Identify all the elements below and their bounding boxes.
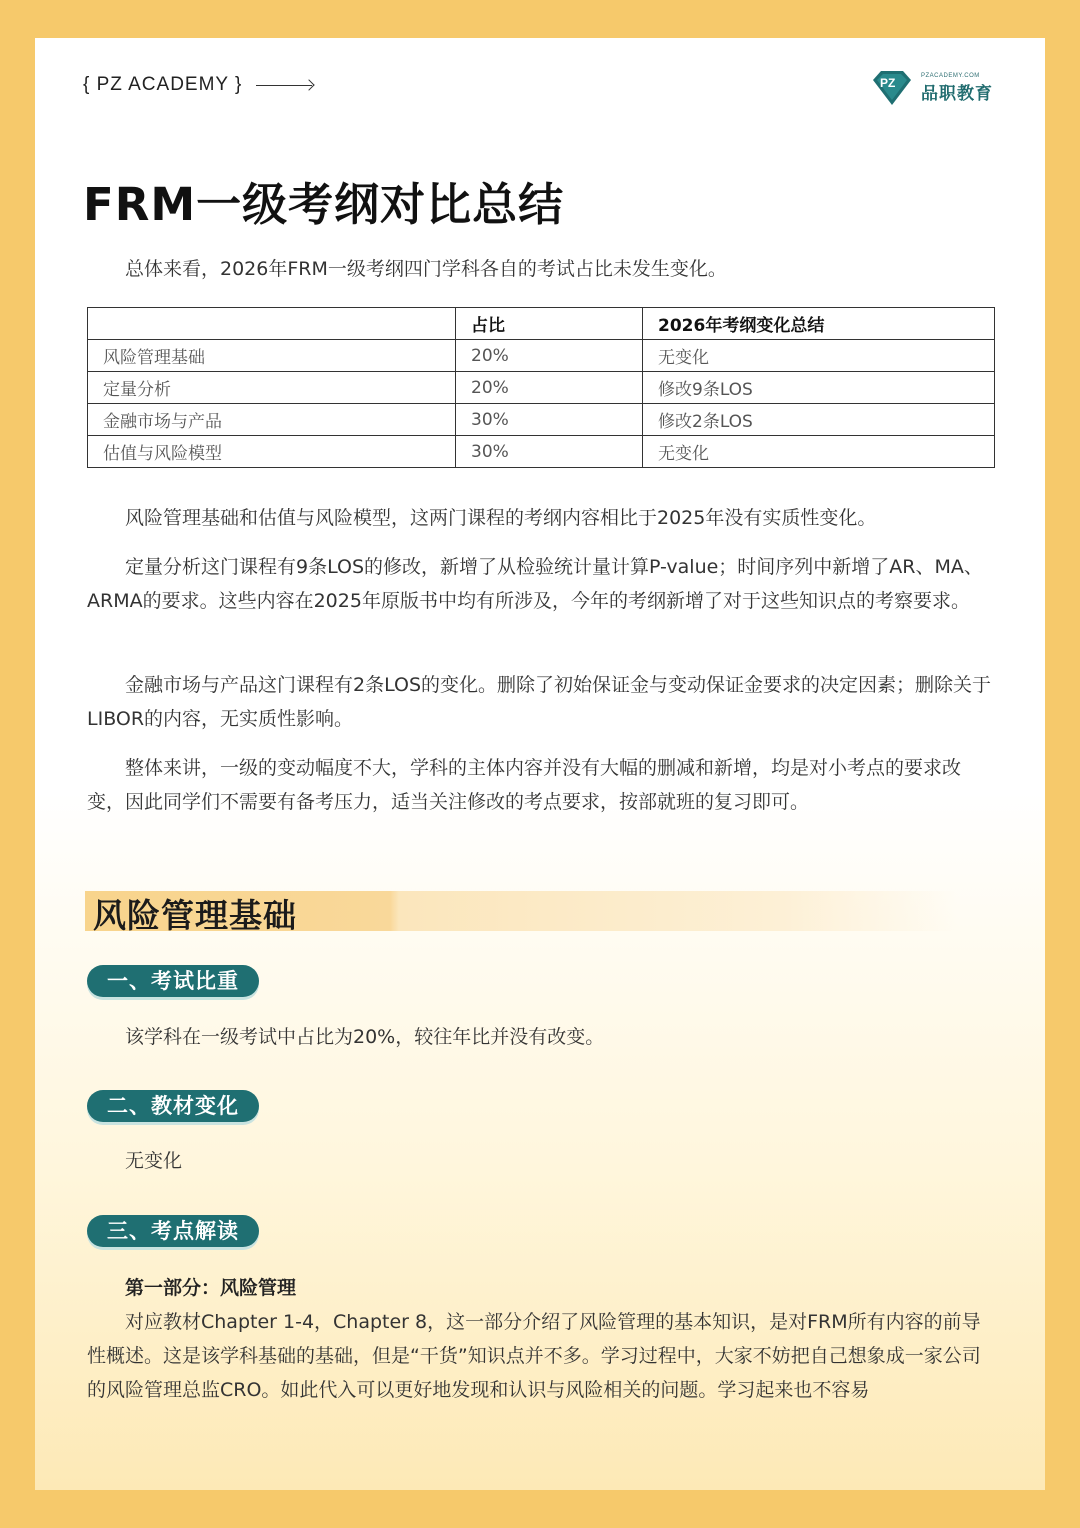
table-cell: 修改2条LOS xyxy=(643,404,995,436)
logo-name: 品职教育 xyxy=(921,83,993,104)
table-cell: 修改9条LOS xyxy=(643,372,995,404)
table-header-cell: 占比 xyxy=(456,308,643,340)
brand-header xyxy=(83,74,312,96)
table-cell: 金融市场与产品 xyxy=(88,404,456,436)
table-row xyxy=(88,340,995,372)
subsection-text: 该学科在一级考试中占比为20%，较往年比并没有改变。 xyxy=(125,1026,605,1048)
subsection-pill: 二、教材变化 xyxy=(87,1090,259,1122)
subsection-text: 无变化 xyxy=(125,1150,183,1172)
table-cell: 估值与风险模型 xyxy=(88,436,456,468)
table-header-row xyxy=(88,308,995,340)
part-paragraph: 对应教材Chapter 1-4，Chapter 8，这一部分介绍了风险管理的基本知识，是对FRM所有内容的前导性概述。这是该学科基础的基础，但是“干货”知识点并不多。学习过程中，大家不妨把自己想象成一家公司的风险管理总监CRO。如此代入可以更好地发现和认识与风险相关的问题。学习起来也不容易 xyxy=(87,1311,981,1401)
table-row xyxy=(88,404,995,436)
logo-url: PZACADEMY.COM xyxy=(921,72,980,79)
arrow-right-icon xyxy=(256,85,312,86)
body-paragraph: 定量分析这门课程有9条LOS的修改，新增了从检验统计量计算P-value；时间序列中新增了AR、MA、ARMA的要求。这些内容在2025年原版书中均有所涉及，今年的考纲新增了对于这些知识点的考察要求。 xyxy=(87,556,983,612)
company-logo xyxy=(867,68,993,108)
comparison-table xyxy=(87,307,995,468)
table-cell: 30% xyxy=(456,404,643,436)
part-title: 第一部分：风险管理 xyxy=(125,1277,297,1299)
table-row xyxy=(88,436,995,468)
intro-paragraph: 总体来看，2026年FRM一级考纲四门学科各自的考试占比未发生变化。 xyxy=(125,258,727,280)
body-paragraph: 整体来讲，一级的变动幅度不大，学科的主体内容并没有大幅的删减和新增，均是对小考点的要求改变，因此同学们不需要有备考压力，适当关注修改的考点要求，按部就班的复习即可。 xyxy=(87,757,962,813)
subsection-pill: 三、考点解读 xyxy=(87,1215,259,1247)
table-cell: 定量分析 xyxy=(88,372,456,404)
table-cell: 30% xyxy=(456,436,643,468)
table-header-cell: 2026年考纲变化总结 xyxy=(643,308,995,340)
table-cell: 风险管理基础 xyxy=(88,340,456,372)
table-cell: 20% xyxy=(456,340,643,372)
document-page xyxy=(35,38,1045,1490)
section-heading xyxy=(85,891,957,935)
table-row xyxy=(88,372,995,404)
page-title: FRM一级考纲对比总结 xyxy=(83,178,565,231)
logo-mark-text: PZ xyxy=(880,76,896,90)
logo-diamond-icon xyxy=(867,68,917,108)
table-header-cell xyxy=(88,308,456,340)
table-cell: 20% xyxy=(456,372,643,404)
brand-text: { PZ ACADEMY } xyxy=(83,74,243,95)
table-cell: 无变化 xyxy=(643,340,995,372)
body-paragraph: 风险管理基础和估值与风险模型，这两门课程的考纲内容相比于2025年没有实质性变化。 xyxy=(125,507,877,529)
body-paragraph: 金融市场与产品这门课程有2条LOS的变化。删除了初始保证金与变动保证金要求的决定因素；删除关于LIBOR的内容，无实质性影响。 xyxy=(87,674,992,730)
table-cell: 无变化 xyxy=(643,436,995,468)
subsection-pill: 一、考试比重 xyxy=(87,965,259,997)
section-title: 风险管理基础 xyxy=(93,896,297,935)
